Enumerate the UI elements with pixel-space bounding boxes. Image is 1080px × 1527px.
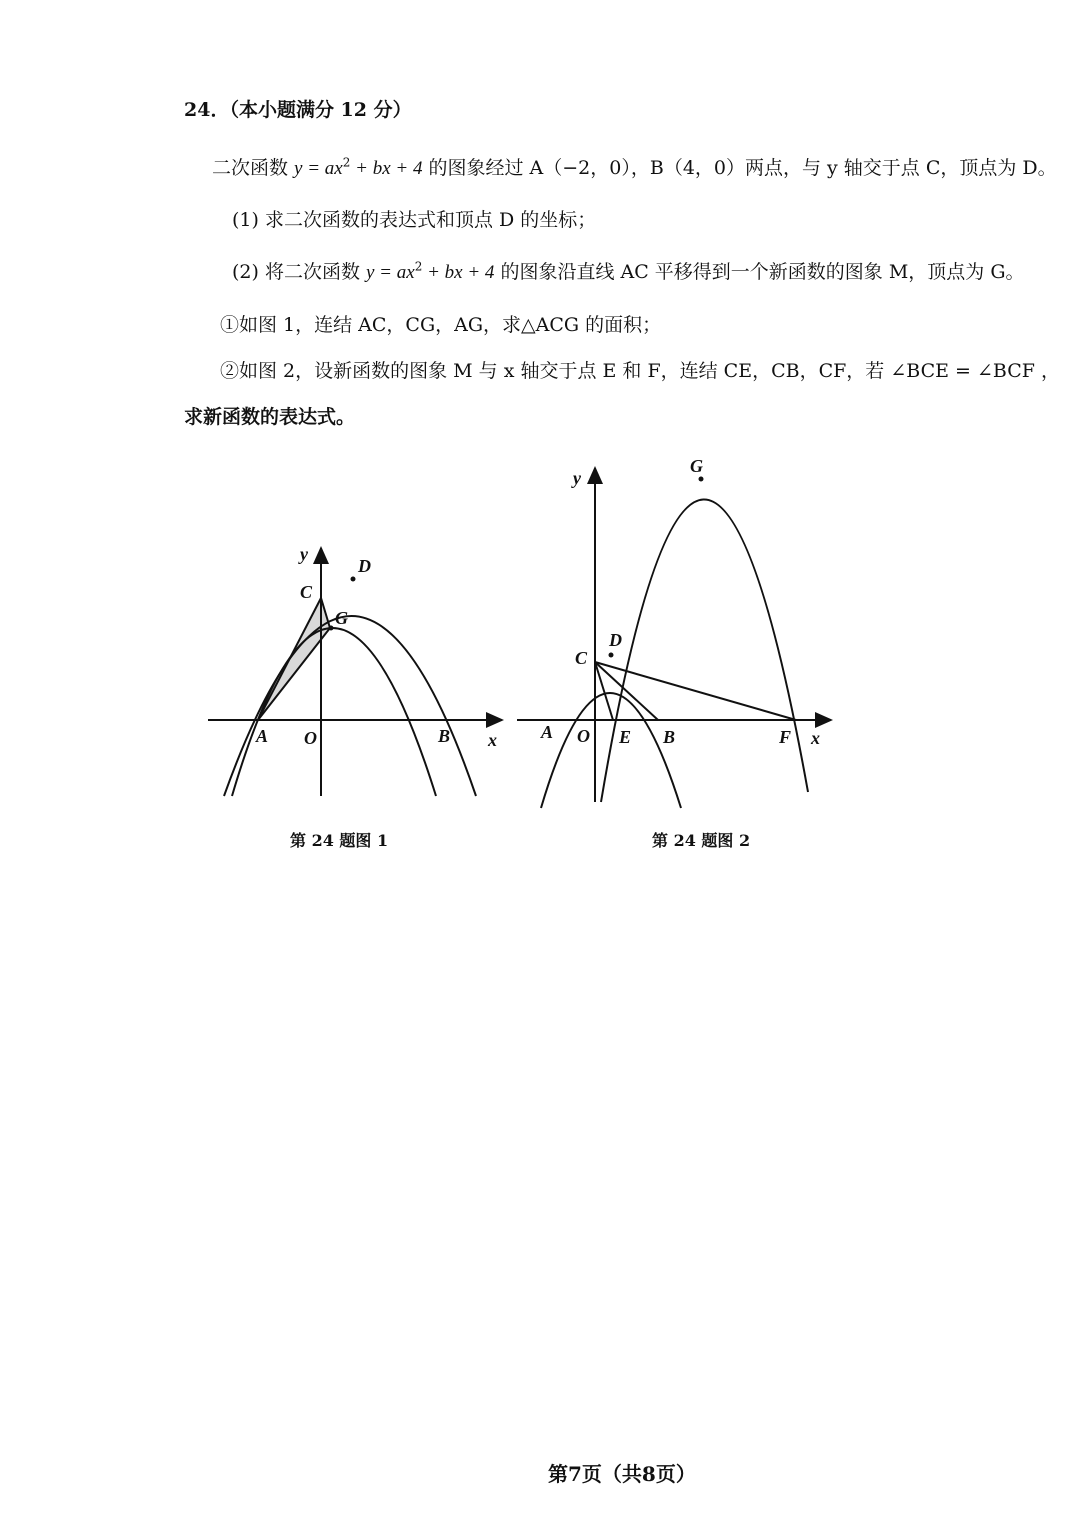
label-d: D — [358, 556, 371, 576]
part2-formula: y = ax — [366, 262, 415, 283]
part-1: (1) 求二次函数的表达式和顶点 D 的坐标； — [232, 209, 597, 231]
figure-1-caption: 第 24 题图 1 — [290, 831, 389, 850]
triangle-acg-shade — [258, 598, 330, 720]
new-parabola-m — [601, 499, 808, 802]
part-2b-continued: 求新函数的表达式。 — [184, 406, 356, 428]
label-g: G — [335, 608, 348, 628]
point-g — [699, 477, 704, 482]
part2-post: 的图象沿直线 AC 平移得到一个新函数的图象 M，顶点为 G。 — [494, 261, 1025, 283]
part2-formula-exponent: 2 — [414, 259, 423, 274]
label-x: x — [488, 730, 497, 750]
label-g: G — [690, 456, 703, 476]
part-2b: ②如图 2，设新函数的图象 M 与 x 轴交于点 E 和 F，连结 CE，CB，CF，若 ∠BCE = ∠BCF ， — [220, 360, 1060, 382]
stem-formula-tail: + bx + 4 — [350, 158, 423, 179]
label-c: C — [575, 648, 588, 668]
stem-formula-exponent: 2 — [342, 155, 351, 170]
label-y: y — [573, 468, 581, 488]
question-title: 24．（本小题满分 12 分） — [184, 99, 412, 121]
part-2 — [232, 261, 1025, 285]
stem-post: 的图象经过 A（−2，0），B（4，0）两点，与 y 轴交于点 C，顶点为 D。 — [422, 157, 1057, 179]
label-e: E — [619, 727, 632, 747]
original-parabola — [224, 616, 476, 796]
label-b: B — [663, 727, 676, 747]
label-y: y — [300, 544, 308, 564]
label-a: A — [541, 722, 554, 742]
segment-ac — [258, 598, 321, 720]
page-number: 第7页（共8页） — [548, 1462, 696, 1486]
stem-formula: y = ax — [294, 158, 343, 179]
figure-1 — [200, 530, 520, 820]
figure-2-caption: 第 24 题图 2 — [652, 831, 751, 850]
label-o: O — [577, 726, 590, 746]
point-d — [351, 577, 356, 582]
label-x: x — [811, 728, 820, 748]
part-2a: ①如图 1，连结 AC，CG，AG，求△ACG 的面积； — [220, 314, 662, 336]
label-o: O — [304, 728, 317, 748]
label-b: B — [438, 726, 451, 746]
question-stem — [212, 157, 1057, 181]
part2-formula-tail: + bx + 4 — [422, 262, 495, 283]
label-d: D — [609, 630, 622, 650]
label-f: F — [779, 727, 792, 747]
segment-ag — [258, 628, 330, 720]
label-a: A — [256, 726, 269, 746]
figure-2 — [505, 450, 845, 820]
stem-pre: 二次函数 — [212, 157, 295, 179]
point-d — [609, 653, 614, 658]
part2-pre: (2) 将二次函数 — [232, 261, 366, 283]
point-g — [329, 626, 334, 631]
label-c: C — [300, 582, 313, 602]
